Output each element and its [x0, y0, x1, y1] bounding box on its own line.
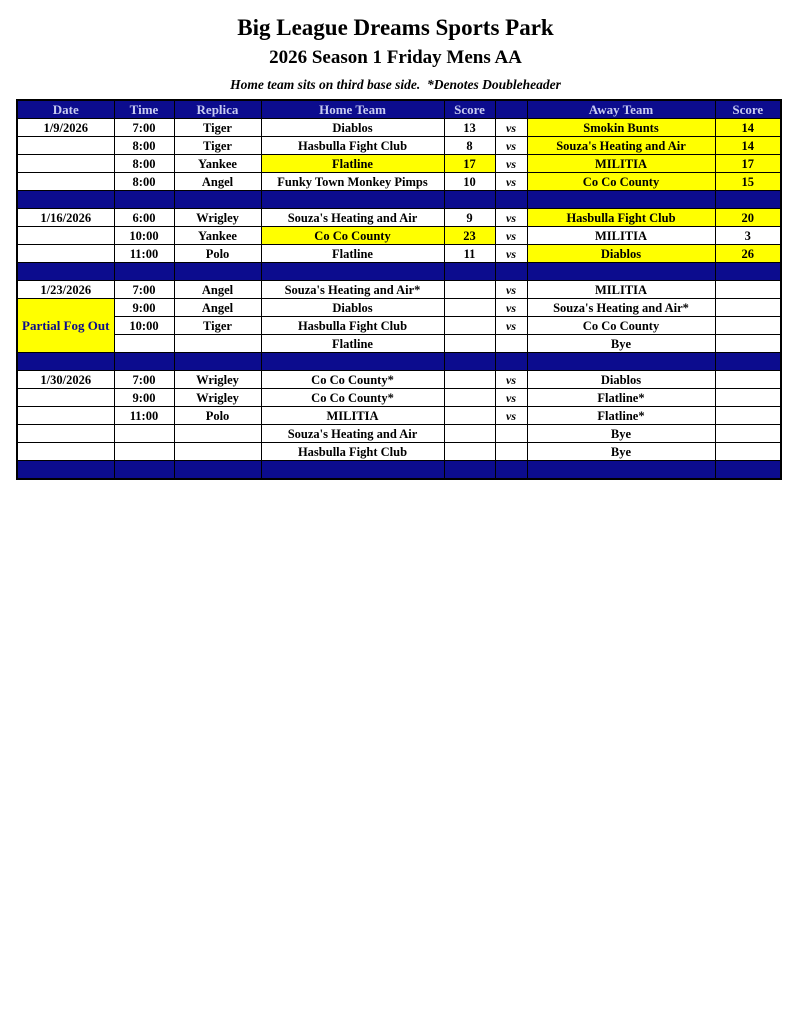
- game-row: [17, 443, 781, 461]
- separator-cell: [174, 191, 261, 209]
- home-score-cell: [444, 407, 495, 425]
- time-cell: 8:00: [114, 173, 174, 191]
- game-row: [17, 389, 781, 407]
- date-cell: [17, 407, 114, 425]
- page-subtitle: 2026 Season 1 Friday Mens AA: [269, 47, 522, 68]
- away-score-cell: [715, 407, 781, 425]
- vs-cell: vs: [495, 245, 527, 263]
- date-cell: [17, 155, 114, 173]
- replica-cell: Angel: [174, 281, 261, 299]
- time-cell: 10:00: [114, 317, 174, 335]
- home-score-cell: [444, 299, 495, 317]
- home-score-cell: 9: [444, 209, 495, 227]
- away-score-cell: [715, 443, 781, 461]
- date-cell: [17, 227, 114, 245]
- separator-cell: [17, 263, 114, 281]
- home-team-cell: Funky Town Monkey Pimps: [261, 173, 444, 191]
- vs-cell: vs: [495, 209, 527, 227]
- schedule-table: [16, 99, 782, 480]
- separator-cell: [261, 461, 444, 480]
- replica-cell: Wrigley: [174, 209, 261, 227]
- away-team-cell: Bye: [527, 335, 715, 353]
- game-row: [17, 281, 781, 299]
- separator-cell: [495, 353, 527, 371]
- page-note: Home team sits on third base side. *Denotes Doubleheader: [230, 77, 561, 92]
- replica-cell: Angel: [174, 173, 261, 191]
- home-score-cell: 17: [444, 155, 495, 173]
- time-cell: 6:00: [114, 209, 174, 227]
- separator-cell: [114, 191, 174, 209]
- replica-cell: Angel: [174, 299, 261, 317]
- page-title: Big League Dreams Sports Park: [237, 15, 554, 40]
- separator-cell: [444, 191, 495, 209]
- home-score-cell: 8: [444, 137, 495, 155]
- time-cell: [114, 443, 174, 461]
- vs-cell: vs: [495, 119, 527, 137]
- game-row: [17, 119, 781, 137]
- home-team-cell: Hasbulla Fight Club: [261, 137, 444, 155]
- time-cell: 9:00: [114, 299, 174, 317]
- away-team-cell: Souza's Heating and Air*: [527, 299, 715, 317]
- away-team-cell: Hasbulla Fight Club: [527, 209, 715, 227]
- home-score-cell: [444, 371, 495, 389]
- separator-cell: [261, 263, 444, 281]
- vs-cell: [495, 443, 527, 461]
- separator-cell: [114, 461, 174, 480]
- separator-cell: [174, 461, 261, 480]
- column-header-vs: [495, 100, 527, 119]
- replica-cell: Tiger: [174, 317, 261, 335]
- away-score-cell: 15: [715, 173, 781, 191]
- column-header-date: Date: [17, 100, 114, 119]
- separator-row: [17, 263, 781, 281]
- home-team-cell: Co Co County*: [261, 389, 444, 407]
- separator-cell: [261, 353, 444, 371]
- home-score-cell: [444, 335, 495, 353]
- away-team-cell: MILITIA: [527, 281, 715, 299]
- home-team-cell: Co Co County: [261, 227, 444, 245]
- vs-cell: vs: [495, 389, 527, 407]
- home-score-cell: [444, 443, 495, 461]
- date-cell: 1/9/2026: [17, 119, 114, 137]
- vs-cell: vs: [495, 299, 527, 317]
- date-cell: Partial Fog Out: [17, 299, 114, 353]
- vs-cell: vs: [495, 371, 527, 389]
- away-team-cell: Co Co County: [527, 173, 715, 191]
- separator-cell: [114, 353, 174, 371]
- game-row: [17, 137, 781, 155]
- separator-cell: [174, 353, 261, 371]
- game-row: [17, 407, 781, 425]
- replica-cell: Wrigley: [174, 389, 261, 407]
- date-cell: [17, 425, 114, 443]
- home-score-cell: [444, 389, 495, 407]
- time-cell: [114, 425, 174, 443]
- separator-cell: [114, 263, 174, 281]
- home-team-cell: Hasbulla Fight Club: [261, 317, 444, 335]
- away-team-cell: Diablos: [527, 371, 715, 389]
- home-score-cell: [444, 317, 495, 335]
- separator-cell: [495, 461, 527, 480]
- date-cell: [17, 173, 114, 191]
- home-team-cell: Diablos: [261, 299, 444, 317]
- replica-cell: Wrigley: [174, 371, 261, 389]
- away-score-cell: 17: [715, 155, 781, 173]
- home-team-cell: Flatline: [261, 245, 444, 263]
- away-team-cell: Bye: [527, 443, 715, 461]
- time-cell: 10:00: [114, 227, 174, 245]
- away-score-cell: [715, 281, 781, 299]
- date-cell: [17, 245, 114, 263]
- column-header-away-score: Score: [715, 100, 781, 119]
- home-team-cell: Souza's Heating and Air: [261, 425, 444, 443]
- away-score-cell: 3: [715, 227, 781, 245]
- home-score-cell: [444, 281, 495, 299]
- replica-cell: [174, 335, 261, 353]
- replica-cell: Tiger: [174, 119, 261, 137]
- time-cell: 7:00: [114, 371, 174, 389]
- replica-cell: Tiger: [174, 137, 261, 155]
- vs-cell: vs: [495, 281, 527, 299]
- home-team-cell: MILITIA: [261, 407, 444, 425]
- column-header-home-score: Score: [444, 100, 495, 119]
- game-row: [17, 317, 781, 335]
- separator-cell: [495, 263, 527, 281]
- separator-cell: [715, 263, 781, 281]
- separator-row: [17, 191, 781, 209]
- separator-cell: [715, 353, 781, 371]
- schedule-body: [17, 119, 781, 480]
- game-row: [17, 425, 781, 443]
- column-header-time: Time: [114, 100, 174, 119]
- separator-cell: [444, 263, 495, 281]
- game-row: [17, 371, 781, 389]
- game-row: [17, 227, 781, 245]
- vs-cell: vs: [495, 173, 527, 191]
- away-score-cell: [715, 425, 781, 443]
- time-cell: 7:00: [114, 119, 174, 137]
- away-team-cell: Diablos: [527, 245, 715, 263]
- home-team-cell: Co Co County*: [261, 371, 444, 389]
- away-score-cell: [715, 335, 781, 353]
- date-cell: [17, 137, 114, 155]
- separator-cell: [527, 191, 715, 209]
- home-team-cell: Flatline: [261, 155, 444, 173]
- home-score-cell: 11: [444, 245, 495, 263]
- date-cell: 1/16/2026: [17, 209, 114, 227]
- date-cell: 1/30/2026: [17, 371, 114, 389]
- time-cell: 7:00: [114, 281, 174, 299]
- time-cell: 11:00: [114, 245, 174, 263]
- vs-cell: vs: [495, 155, 527, 173]
- away-score-cell: [715, 299, 781, 317]
- replica-cell: Yankee: [174, 155, 261, 173]
- home-team-cell: Souza's Heating and Air*: [261, 281, 444, 299]
- page-header: [0, 0, 791, 93]
- separator-cell: [527, 461, 715, 480]
- separator-cell: [495, 191, 527, 209]
- column-header-home-team: Home Team: [261, 100, 444, 119]
- replica-cell: Polo: [174, 407, 261, 425]
- home-team-cell: Flatline: [261, 335, 444, 353]
- game-row: [17, 335, 781, 353]
- away-team-cell: MILITIA: [527, 155, 715, 173]
- away-team-cell: Flatline*: [527, 389, 715, 407]
- separator-cell: [527, 263, 715, 281]
- away-score-cell: 14: [715, 137, 781, 155]
- away-team-cell: Bye: [527, 425, 715, 443]
- separator-cell: [174, 263, 261, 281]
- away-team-cell: Co Co County: [527, 317, 715, 335]
- vs-cell: vs: [495, 137, 527, 155]
- away-team-cell: MILITIA: [527, 227, 715, 245]
- away-score-cell: [715, 371, 781, 389]
- home-team-cell: Diablos: [261, 119, 444, 137]
- time-cell: 8:00: [114, 155, 174, 173]
- away-team-cell: Flatline*: [527, 407, 715, 425]
- separator-row: [17, 353, 781, 371]
- home-score-cell: [444, 425, 495, 443]
- separator-cell: [17, 353, 114, 371]
- vs-cell: [495, 425, 527, 443]
- vs-cell: vs: [495, 317, 527, 335]
- replica-cell: [174, 425, 261, 443]
- away-team-cell: Souza's Heating and Air: [527, 137, 715, 155]
- header-row: [17, 100, 781, 119]
- home-team-cell: Hasbulla Fight Club: [261, 443, 444, 461]
- separator-cell: [527, 353, 715, 371]
- home-score-cell: 10: [444, 173, 495, 191]
- away-score-cell: 26: [715, 245, 781, 263]
- replica-cell: [174, 443, 261, 461]
- away-team-cell: Smokin Bunts: [527, 119, 715, 137]
- separator-cell: [261, 191, 444, 209]
- date-cell: [17, 443, 114, 461]
- away-score-cell: 20: [715, 209, 781, 227]
- game-row: [17, 299, 781, 317]
- column-header-replica: Replica: [174, 100, 261, 119]
- game-row: [17, 209, 781, 227]
- replica-cell: Yankee: [174, 227, 261, 245]
- vs-cell: vs: [495, 227, 527, 245]
- column-header-away-team: Away Team: [527, 100, 715, 119]
- away-score-cell: 14: [715, 119, 781, 137]
- replica-cell: Polo: [174, 245, 261, 263]
- home-score-cell: 23: [444, 227, 495, 245]
- separator-cell: [17, 191, 114, 209]
- date-cell: 1/23/2026: [17, 281, 114, 299]
- separator-cell: [17, 461, 114, 480]
- away-score-cell: [715, 389, 781, 407]
- separator-cell: [715, 191, 781, 209]
- separator-cell: [715, 461, 781, 480]
- home-score-cell: 13: [444, 119, 495, 137]
- home-team-cell: Souza's Heating and Air: [261, 209, 444, 227]
- time-cell: 8:00: [114, 137, 174, 155]
- time-cell: 11:00: [114, 407, 174, 425]
- date-cell: [17, 389, 114, 407]
- separator-cell: [444, 353, 495, 371]
- separator-row: [17, 461, 781, 480]
- game-row: [17, 245, 781, 263]
- game-row: [17, 173, 781, 191]
- time-cell: 9:00: [114, 389, 174, 407]
- game-row: [17, 155, 781, 173]
- time-cell: [114, 335, 174, 353]
- away-score-cell: [715, 317, 781, 335]
- vs-cell: [495, 335, 527, 353]
- separator-cell: [444, 461, 495, 480]
- vs-cell: vs: [495, 407, 527, 425]
